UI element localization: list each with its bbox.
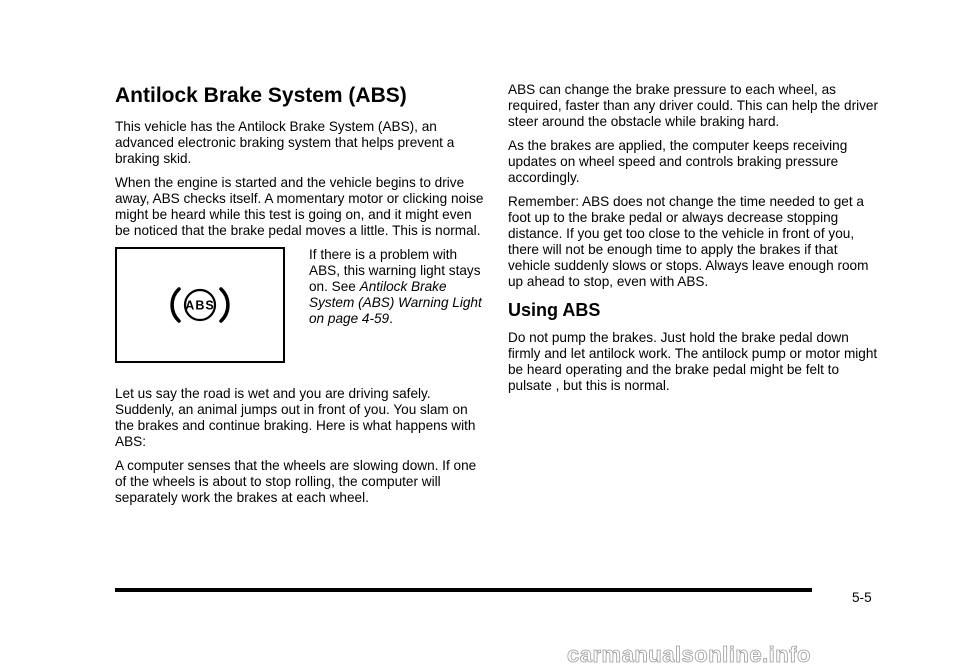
figure-caption	[309, 247, 484, 327]
warning-light-figure	[115, 247, 487, 363]
pressure-change-paragraph: ABS can change the brake pressure to each wheel, as required, faster than any driver could. This can help the driver steer around the obstacle while braking hard.	[508, 82, 878, 129]
remember-paragraph: Remember: ABS does not change the time needed to get a foot up to the brake pedal or always decrease stopping distance. If you get too close to the vehicle in front of you, there will not be enough time to apply the brakes if that vehicle suddenly slows or stops. Always leave enough room up ahead to stop, even with ABS.	[508, 194, 869, 289]
computer-senses-paragraph: A computer senses that the wheels are slowing down. If one of the wheels is about to stop rolling, the computer will separately work the brakes at each wheel.	[115, 458, 477, 505]
watermark: carmanualsonline.info	[567, 642, 811, 667]
intro-paragraph: This vehicle has the Antilock Brake System (ABS), an advanced electronic braking system that helps prevent a braking skid.	[115, 119, 455, 166]
caption-period: .	[389, 311, 393, 326]
abs-warning-light-box	[115, 247, 285, 363]
abs-icon-label: ABS	[185, 298, 215, 313]
caption-text: If there is a problem with ABS, this warning light stays on. See	[309, 247, 481, 294]
abs-warning-light-icon	[165, 280, 235, 330]
footer-rule	[115, 588, 812, 592]
using-abs-heading: Using ABS	[508, 300, 601, 320]
updates-paragraph: As the brakes are applied, the computer keeps receiving updates on wheel speed and controls braking pressure accordingly.	[508, 138, 848, 185]
page-number: 5-5	[852, 590, 872, 605]
self-check-paragraph: When the engine is started and the vehicle begins to drive away, ABS checks itself. A momentary motor or clicking noise might be heard while this test is going on, and it might even be noticed that the brake pedal moves a little. This is normal.	[115, 175, 484, 238]
scenario-paragraph: Let us say the road is wet and you are driving safely. Suddenly, an animal jumps out in front of you. You slam on the brakes and continue braking. Here is what happens with ABS:	[115, 386, 476, 449]
warning-light-reference-link[interactable]: Antilock Brake System (ABS) Warning Light on page 4-59	[309, 279, 482, 326]
right-column	[508, 82, 880, 402]
using-abs-paragraph: Do not pump the brakes. Just hold the brake pedal down firmly and let antilock work. The antilock pump or motor might be heard operating and the brake pedal might be felt to pulsate , but this is normal.	[508, 330, 878, 393]
left-column	[115, 82, 487, 514]
section-heading: Antilock Brake System (ABS)	[115, 84, 407, 107]
